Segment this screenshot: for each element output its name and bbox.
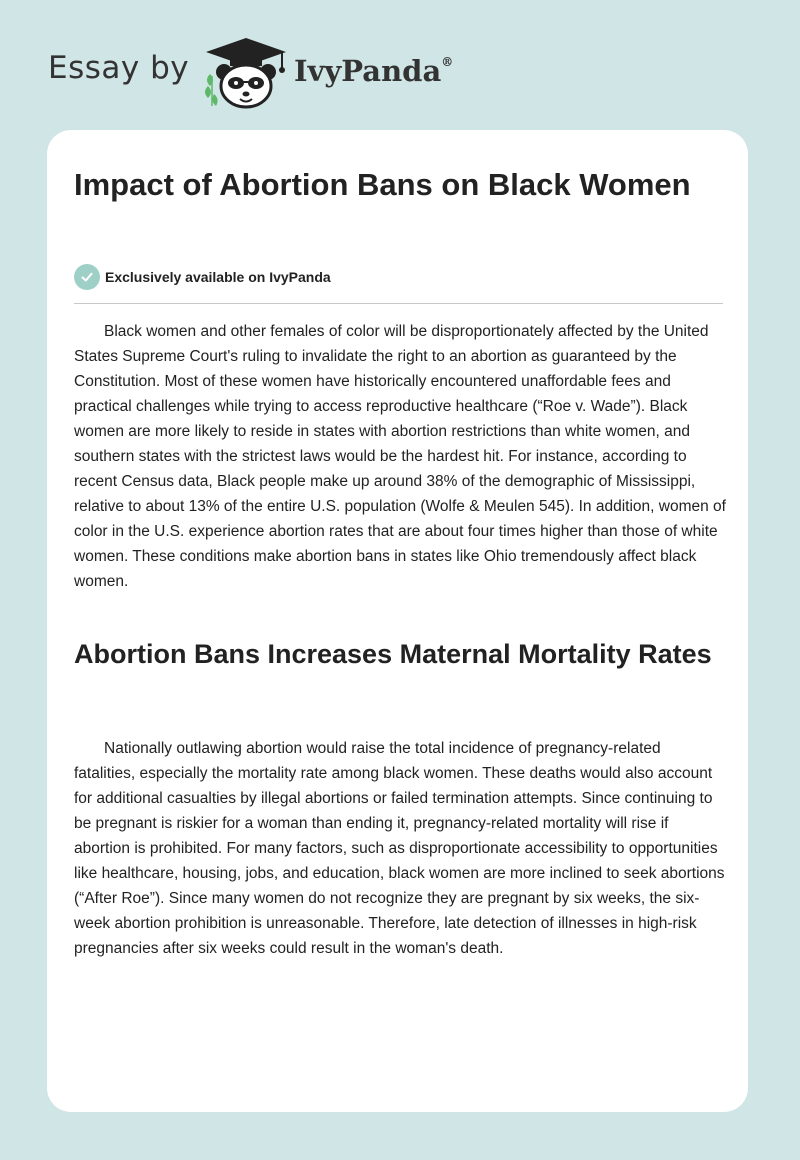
- essay-card: [47, 130, 748, 1112]
- brand-name-text: IvyPanda: [294, 54, 442, 88]
- brand-prefix: Essay by: [48, 50, 190, 86]
- panda-graduate-logo-icon[interactable]: [200, 36, 292, 110]
- check-circle-icon: [74, 264, 100, 290]
- divider: [74, 303, 723, 304]
- essay-paragraph-1: Black women and other females of color will be disproportionately affected by the United States Supreme Court's ruling to invalidate the right to an abortion as guaranteed by the Constitution. Most of these women have historically encountered unaffordable fees and practical challenges while trying to access reproductive healthcare (“Roe v. Wade”). Black women are more likely to reside in states with abortion restrictions than white women, and southern states with the strictest laws would be the hardest hit. For instance, according to recent Census data, Black people make up around 38% of the demographic of Mississippi, relative to about 13% of the entire U.S. population (Wolfe & Meulen 545). In addition, women of color in the U.S. experience abortion rates that are about four times higher than those of white women. These conditions make abortion bans in states like Ohio tremendously affect black women.: [74, 323, 726, 590]
- essay-title: Impact of Abortion Bans on Black Women: [74, 167, 691, 202]
- exclusive-badge: [74, 263, 331, 291]
- site-header: [0, 0, 800, 130]
- section-heading: Abortion Bans Increases Maternal Mortality Rates: [74, 639, 712, 669]
- trademark-symbol: ®: [441, 55, 454, 70]
- brand-name: [294, 54, 453, 88]
- exclusive-label: Exclusively available on IvyPanda: [105, 269, 331, 285]
- essay-paragraph-2: Nationally outlawing abortion would raise the total incidence of pregnancy-related fatalities, especially the mortality rate among black women. These deaths would also account for additional casualties by illegal abortions or failed termination attempts. Since continuing to be pregnant is riskier for a woman than ending it, pregnancy-related mortality will rise if abortion is prohibited. For many factors, such as disproportionate accessibility to opportunities like healthcare, housing, jobs, and education, black women are more inclined to seek abortions (“After Roe”). Since many women do not recognize they are pregnant by six weeks, the six-week abortion prohibition is unreasonable. Therefore, late detection of illnesses in high-risk pregnancies after six weeks could result in the woman's death.: [74, 740, 725, 957]
